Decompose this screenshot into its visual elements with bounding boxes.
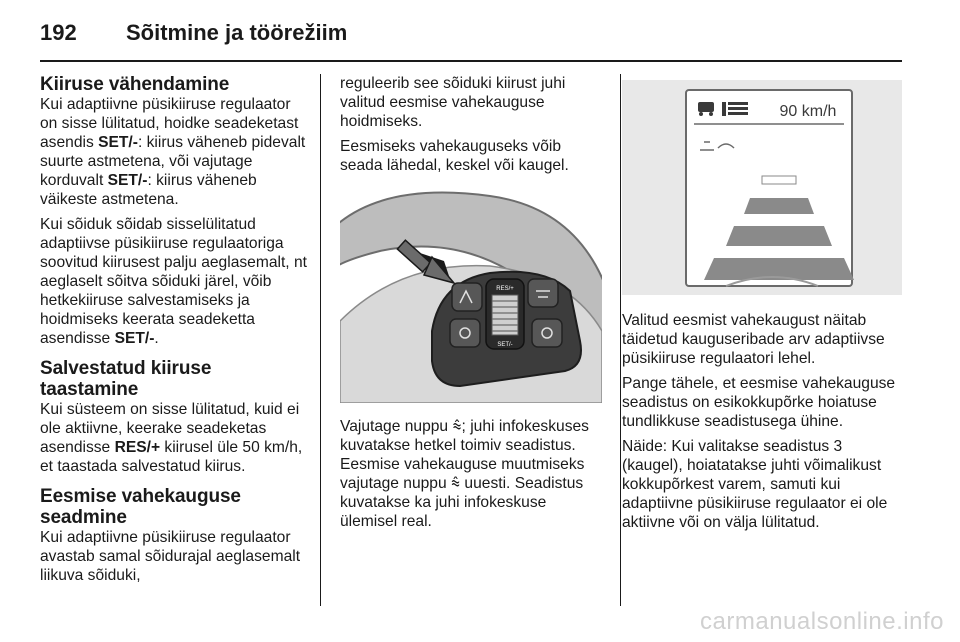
page-title: Sõitmine ja töörežiim — [126, 20, 348, 45]
gap-icon: ⩯ — [452, 418, 462, 435]
column-divider — [620, 74, 621, 606]
watermark: carmanualsonline.info — [700, 608, 944, 635]
section-heading: Eesmise vahekauguse seadmine — [40, 486, 241, 528]
driver-info-display — [622, 80, 902, 295]
paragraph: Kui adaptiivne püsikiiruse regulaator avastab samal sõidurajal aeglasemalt liikuva sõiduki, — [40, 529, 301, 584]
paragraph: Kui süsteem on sisse lülitatud, kuid ei ole aktiivne, keerake seadeketas asendisse RES/+ kiirusel üle 50 km/h, et taastada salvestatud kiirus. — [40, 401, 303, 475]
page-header — [40, 14, 920, 54]
column-divider — [320, 74, 321, 606]
speed-readout: 90 km/h — [779, 103, 837, 120]
dial-label-bottom: SET/- — [497, 342, 513, 348]
column-right — [622, 74, 907, 538]
paragraph: Pange tähele, et eesmise vahekauguse seadistus on esikokkupõrke hoiatuse tundlikkuse seadistusega ühine. — [622, 375, 896, 430]
column-middle — [340, 74, 602, 537]
page-number: 192 — [40, 20, 77, 45]
column-left — [40, 74, 310, 595]
gap-icon: ⩯ — [450, 475, 461, 492]
paragraph: Valitud eesmist vahekaugust näitab täidetud kauguseribade arv adaptiivse püsikiiruse regulaatori lehel. — [622, 312, 885, 367]
section-heading: Salvestatud kiiruse taastamine — [40, 358, 212, 400]
dial-label-top: RES/+ — [496, 286, 514, 292]
paragraph: Kui adaptiivne püsikiiruse regulaator on sisse lülitatud, hoidke seadeketast asendis SET/-: kiirus väheneb pidevalt suurte astmetena, või vajutage korduvalt SET/-: kiirus väheneb väikeste astmetena. — [40, 96, 306, 208]
section-heading: Kiiruse vähendamine — [40, 74, 230, 95]
info-display-figure — [622, 80, 902, 295]
section-following-gap — [40, 486, 310, 585]
section-speed-decrease — [40, 74, 310, 348]
header-rule — [40, 60, 902, 62]
steering-wheel-figure — [340, 191, 602, 403]
steering-wheel-illustration — [340, 191, 602, 403]
paragraph: Vajutage nuppu ⩯; juhi infokeskuses kuvatakse hetkel toimiv seadistus. Eesmise vahekauguse muutmiseks vajutage nuppu ⩯ uuesti. Seadistus kuvatakse ka juhi infokeskuse ülemisel real. — [340, 418, 589, 530]
section-resume-speed — [40, 358, 310, 476]
paragraph: Eesmiseks vahekauguseks võib seada lähedal, keskel või kaugel. — [340, 138, 569, 174]
paragraph: Kui sõiduk sõidab sisselülitatud adaptiivse püsikiiruse regulaatoriga soovitud kiirusest palju aeglasemalt, nt aeglaselt sõitva sõiduki järel, võib hetkekiiruse salvestamiseks ja hoidmiseks keerata seadeketta asendisse SET/-. — [40, 216, 307, 347]
paragraph: Näide: Kui valitakse seadistus 3 (kaugel), hoiatatakse juhti võimalikust kokkupõrkest varem, samuti kui adaptiivne püsikiiruse regulaator ei ole aktiivne või on välja lülitatud. — [622, 438, 888, 531]
paragraph: reguleerib see sõiduki kiirust juhi valitud eesmise vahekauguse hoidmiseks. — [340, 75, 566, 130]
